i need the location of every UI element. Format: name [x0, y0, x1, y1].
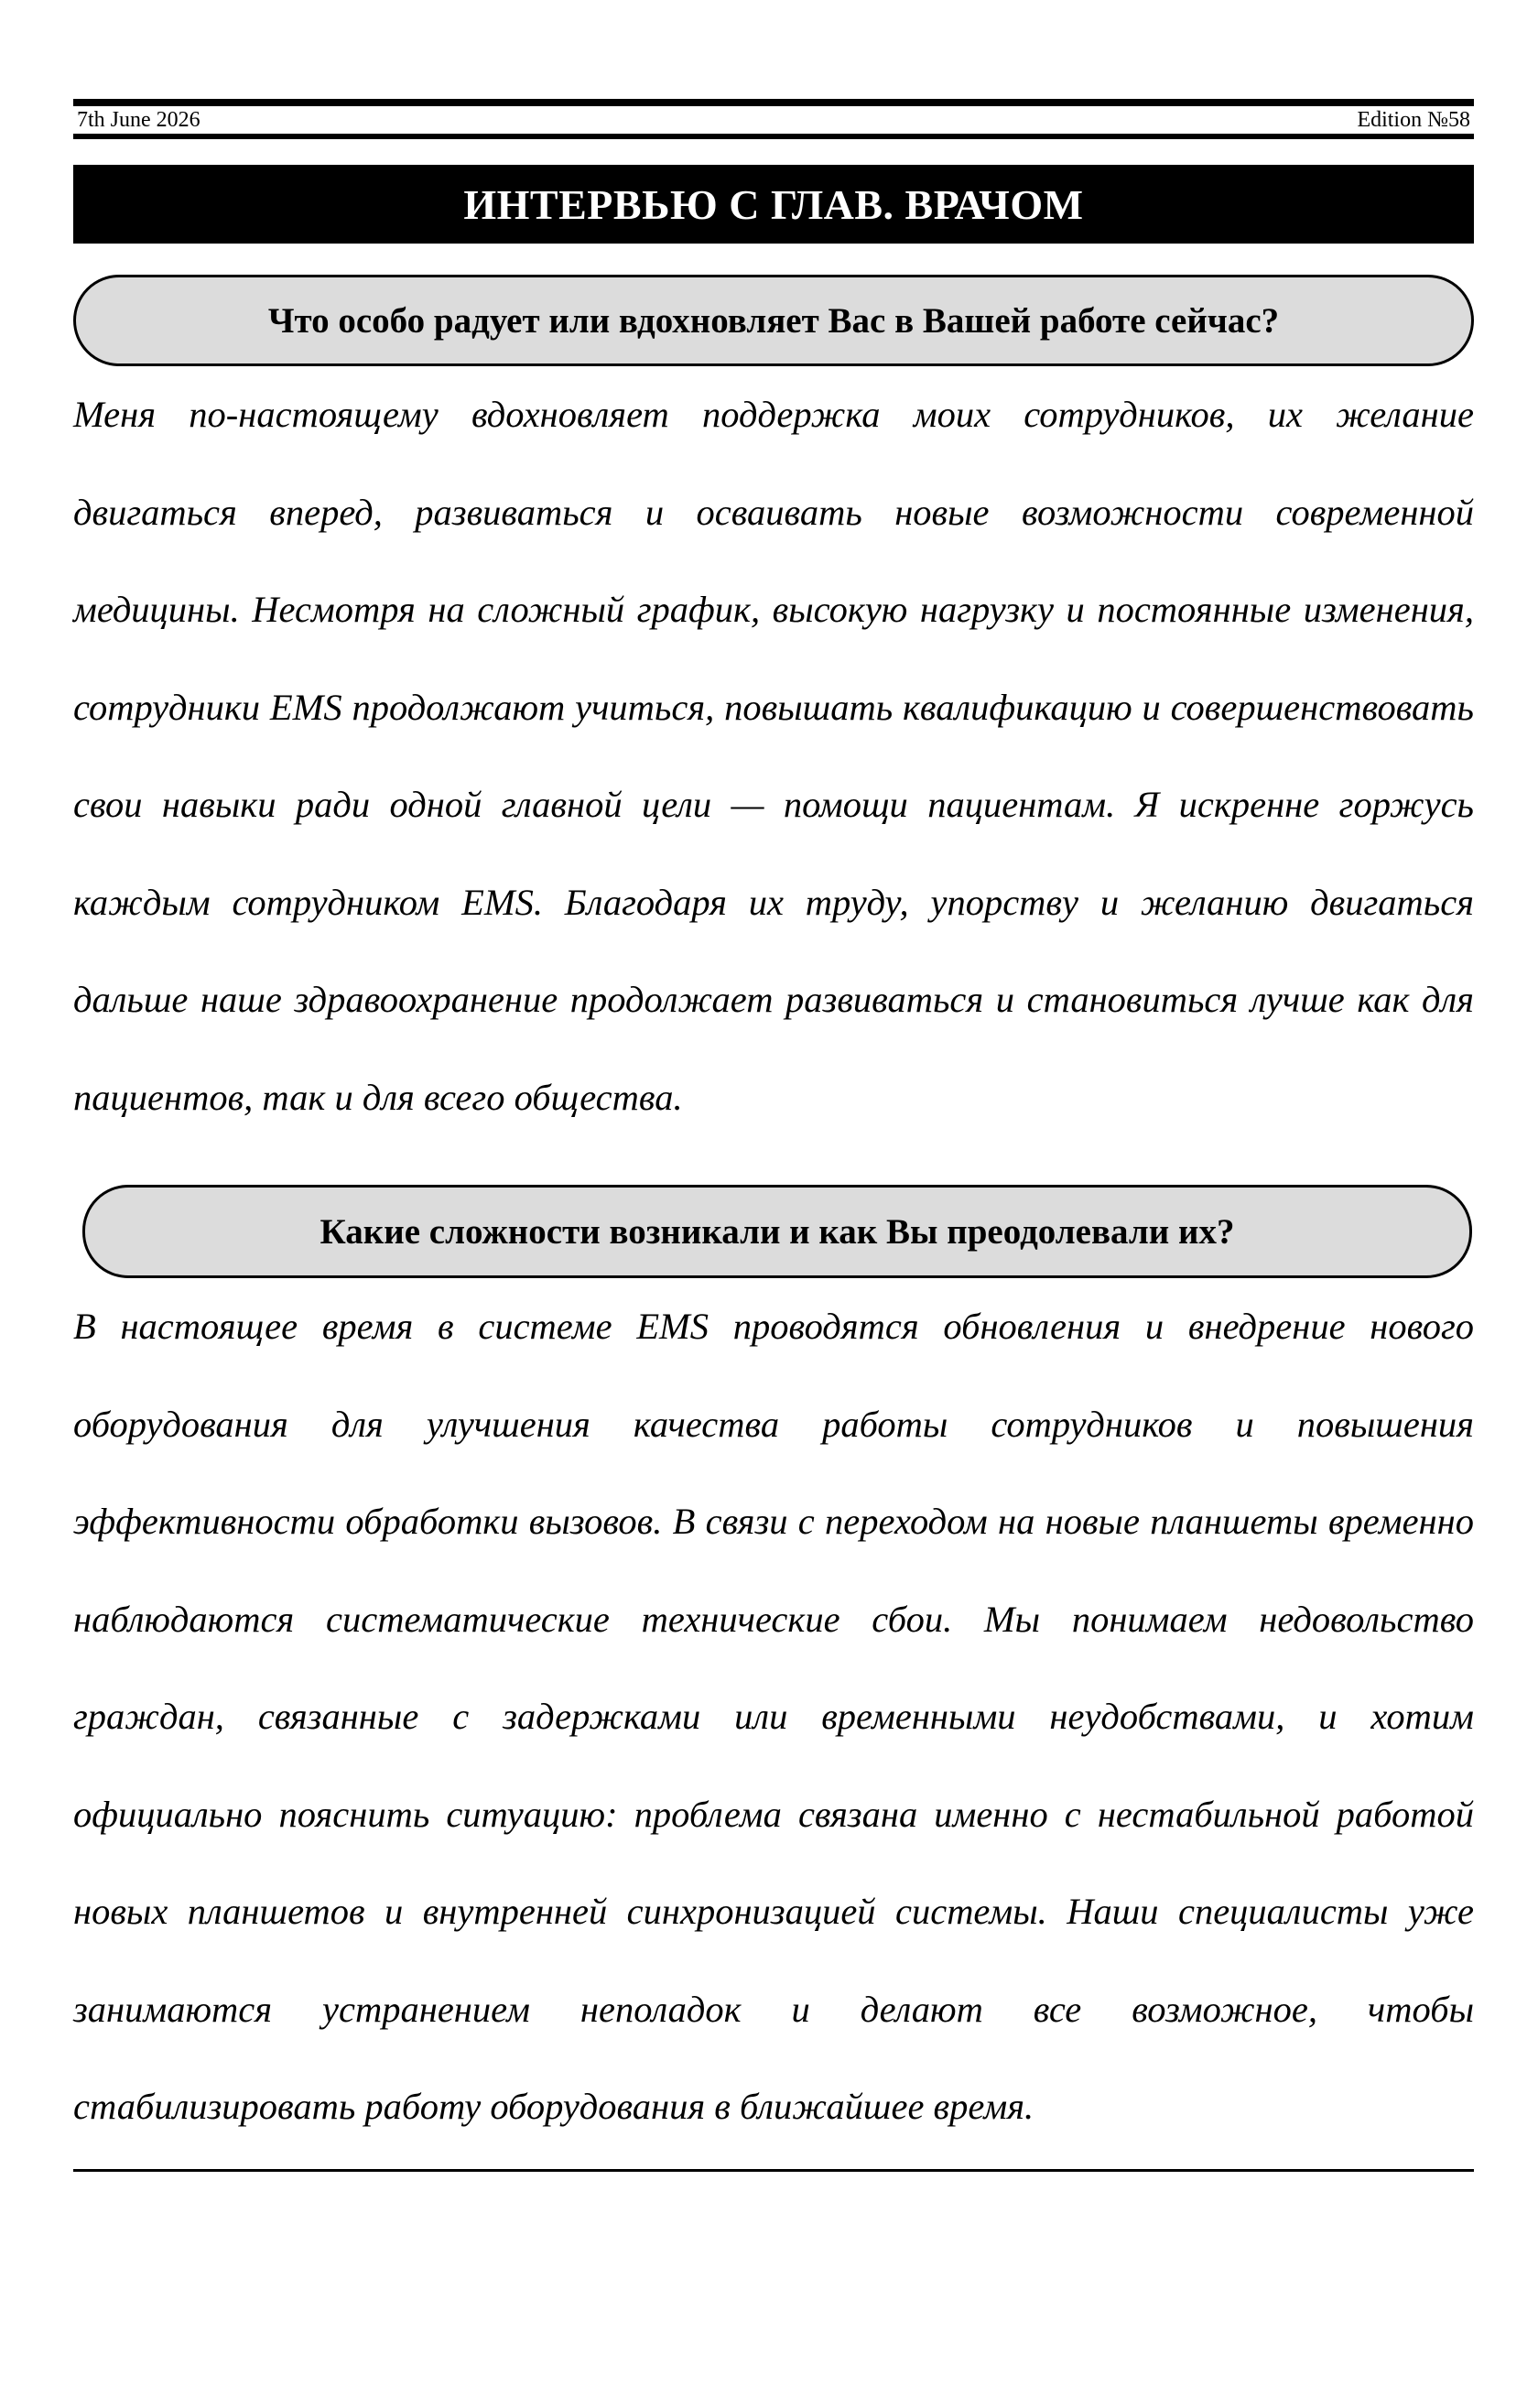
masthead-top-rule [73, 99, 1474, 106]
article-title: ИНТЕРВЬЮ С ГЛАВ. ВРАЧОМ [73, 165, 1474, 244]
footer-rule [73, 2169, 1474, 2172]
question-1: Что особо радует или вдохновляет Вас в Вашей работе сейчас? [73, 275, 1474, 366]
answer-1: Меня по-настоящему вдохновляет поддержка моих сотрудников, их желание двигаться вперед, развиваться и осваивать новые возможности современной медицины. Несмотря на сложный график, высокую нагрузку и постоянные изменения, сотрудники EMS продолжают учиться, повышать квалификацию и совершенствовать свои навыки ради одной главной цели — помощи пациентам. Я искренне горжусь каждым сотрудником EMS. Благодаря их труду, упорству и желанию двигаться дальше наше здравоохранение продолжает развиваться и становиться лучше как для пациентов, так и для всего общества. [73, 394, 1474, 1118]
newspaper-page [73, 99, 1474, 2172]
question-2: Какие сложности возникали и как Вы преодолевали их? [82, 1185, 1472, 1278]
masthead-bottom-rule [73, 134, 1474, 139]
edition-number: Edition №58 [1357, 108, 1470, 132]
masthead [73, 106, 1474, 134]
issue-date: 7th June 2026 [77, 108, 200, 132]
answer-2: В настоящее время в системе EMS проводятся обновления и внедрение нового оборудования для улучшения качества работы сотрудников и повышения эффективности обработки вызовов. В связи с переходом на новые планшеты временно наблюдаются систематические технические сбои. Мы понимаем недовольство граждан, связанные с задержками или временными неудобствами, и хотим официально пояснить ситуацию: проблема связана именно с нестабильной работой новых планшетов и внутренней синхронизацией системы. Наши специалисты уже занимаются устранением неполадок и делают все возможное, чтобы стабилизировать работу оборудования в ближайшее время. [73, 1306, 1474, 2127]
